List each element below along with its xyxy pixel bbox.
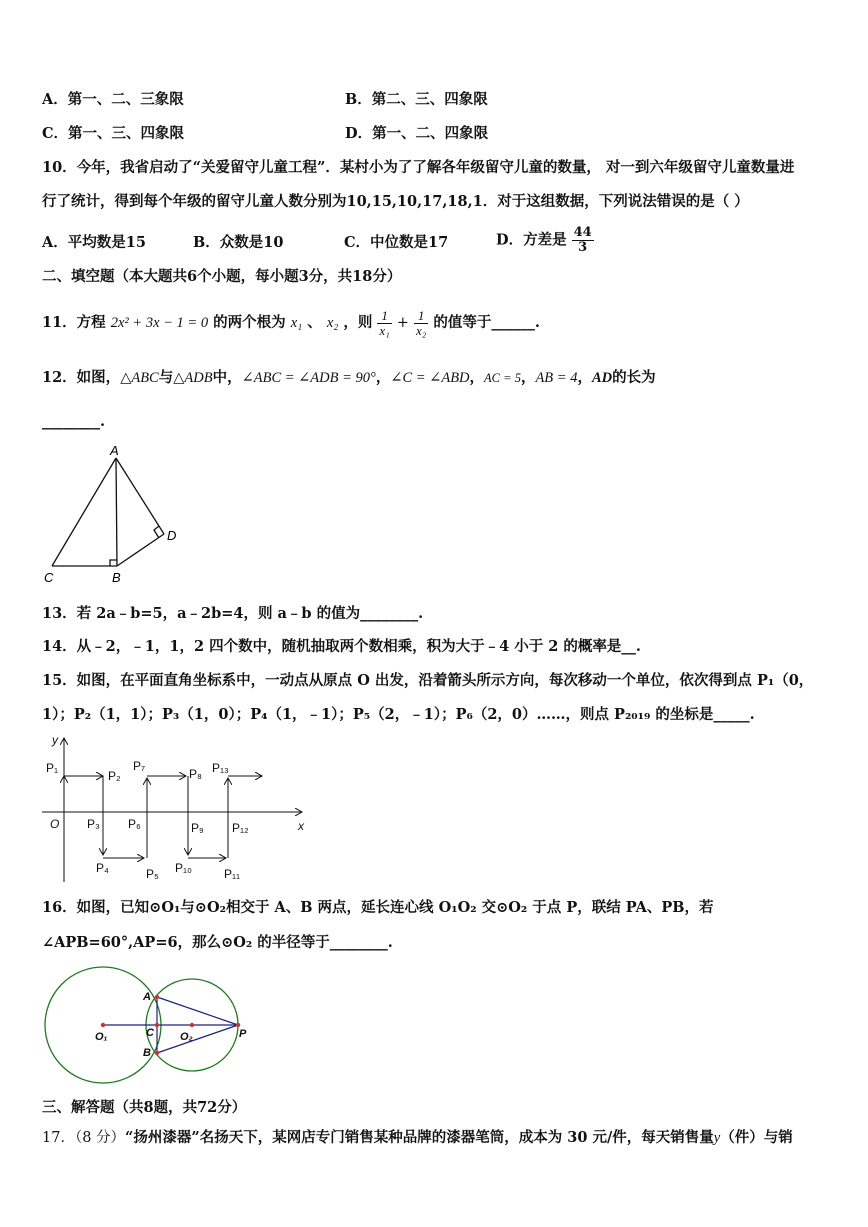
q10-line2: 行了统计，得到每个年级的留守儿童人数分别为10,15,10,17,18,1．对于这组数据，下列说法错误的是（ ）: [42, 193, 749, 210]
q11-frac2-num: 1: [414, 309, 428, 324]
q11-mid2: ，则: [343, 314, 373, 331]
q11-plus: +: [396, 315, 409, 331]
q16-label-b: B: [143, 1047, 151, 1059]
q11-mid1: 的两个根为: [213, 314, 286, 331]
q16-point-o2: [190, 1023, 194, 1027]
q16-point-a: [155, 995, 159, 999]
q12-cond1: ∠ABC = ∠ADB = 90°: [241, 370, 376, 386]
q10-frac-num: 44: [573, 225, 592, 240]
q15-label-x: x: [298, 819, 304, 833]
q15-label-p4: P₄: [96, 861, 109, 875]
q15-label-p13: P₁₃: [212, 761, 229, 775]
q16-label-p: P: [239, 1028, 247, 1040]
q12-label-b: B: [112, 570, 121, 585]
q15-label-p5: P₅: [146, 867, 159, 881]
q11-x2: x₂: [326, 315, 339, 331]
q16-point-c: [155, 1023, 159, 1027]
q17-y: y: [713, 1130, 721, 1146]
q12-comma4: ，: [577, 369, 592, 386]
q11-frac1-num: 1: [377, 309, 391, 324]
q11-fraction-2: [414, 309, 428, 338]
q15-label-p6: P₆: [128, 817, 141, 831]
q10-line1: 10．今年，我省启动了“关爱留守儿童工程”．某村小为了了解各年级留守儿童的数量， 对一到六年级留守儿童数量进: [42, 159, 795, 176]
q15-label-p2: P₂: [108, 769, 121, 783]
q16-segment-pa: [157, 997, 238, 1025]
q16-label-c: C: [146, 1027, 154, 1039]
q16-segment-pb: [157, 1025, 238, 1053]
q16-line1: 16．如图，已知⊙O₁与⊙O₂相交于 A、B 两点，延长连心线 O₁O₂ 交⊙O₂ 于点 P，联结 PA、PB，若: [42, 899, 714, 916]
q10-option-a: A．平均数是15: [42, 234, 146, 251]
q16-circles-figure: [40, 960, 280, 1092]
q16-label-a: A: [143, 991, 151, 1003]
q12-tri2: △ADB: [173, 370, 213, 386]
q16-label-o2: O₂: [180, 1031, 193, 1043]
q15-label-o: O: [50, 817, 60, 831]
q10-option-d-fraction: [572, 226, 594, 255]
q12-ad: AD: [591, 370, 613, 386]
q9-option-a: A．第一、二、三象限: [42, 91, 184, 108]
q12-right-angle-d: [154, 526, 159, 538]
q15-label-p8: P₈: [189, 767, 202, 781]
q12-side-ca: [52, 458, 116, 566]
q16-point-o1: [101, 1023, 105, 1027]
q12-triangle-figure: [40, 442, 190, 588]
q15-label-p11: P₁₁: [224, 867, 241, 881]
q17-suffix: （件）与销: [720, 1129, 793, 1146]
q12-cond3: AC = 5: [484, 371, 521, 385]
q16-point-p: [236, 1023, 240, 1027]
q12-right-angle-b: [110, 560, 117, 566]
q12-comma2: ，: [469, 369, 485, 386]
q16-line2: ∠APB=60°,AP=6，那么⊙O₂ 的半径等于________.: [42, 934, 393, 951]
section3-heading: 三、解答题（共8题，共72分）: [42, 1099, 247, 1116]
q12-side-ad: [116, 458, 164, 534]
q12-label-a: A: [110, 443, 119, 458]
q15-label-p12: P₁₂: [232, 821, 249, 835]
q12-label-c: C: [44, 570, 54, 585]
q11-frac1-den: x₁: [379, 322, 390, 338]
q12-label-d: D: [167, 528, 177, 543]
q10-option-b: B．众数是10: [193, 234, 284, 251]
q10-option-c: C．中位数是17: [344, 234, 449, 251]
q11: [42, 303, 540, 343]
q12-suffix: 的长为: [612, 369, 656, 386]
q11-fraction-1: [377, 309, 391, 338]
q12-comma3: ，: [520, 369, 536, 386]
q11-prefix: 11．方程: [42, 314, 106, 331]
q12-cond4: AB = 4: [535, 370, 578, 386]
q10-frac-den: 3: [578, 240, 588, 255]
q15-label-p9: P₉: [191, 821, 204, 835]
q12-prefix: 12．如图，: [42, 369, 121, 386]
q12-mid: 中，: [212, 369, 242, 386]
q12-side-bd: [117, 534, 164, 566]
q9-option-c: C．第一、三、四象限: [42, 125, 185, 142]
q15-label-p7: P₇: [133, 759, 146, 773]
q12-side-ab: [116, 458, 117, 566]
q10-option-d: [496, 226, 594, 260]
q12-line1: [42, 368, 656, 388]
q10-option-d-prefix: D．方差是: [496, 231, 567, 249]
q12-tri1: △ABC: [120, 370, 159, 386]
q15-label-p1: P₁: [46, 761, 59, 775]
q15-label-p3: P₃: [87, 817, 100, 831]
q11-equation: 2x² + 3x − 1 = 0: [110, 315, 209, 331]
q11-frac2-den: x₂: [416, 322, 427, 338]
q12-cond2: ∠C = ∠ABD: [390, 370, 470, 386]
q15-coordinate-figure: [40, 732, 320, 892]
q15-line1: 15．如图，在平面直角坐标系中，一动点从原点 O 出发，沿着箭头所示方向，每次移动一个单位，依次得到点 P₁（0，: [42, 672, 814, 689]
q15-label-p10: P₁₀: [175, 861, 193, 875]
q11-sep: 、: [307, 314, 322, 331]
section2-heading: 二、填空题（本大题共6个小题，每小题3分，共18分）: [42, 268, 402, 285]
q13: 13．若 2a﹣b=5，a﹣2b=4，则 a﹣b 的值为________.: [42, 605, 424, 622]
q15-label-y: y: [52, 733, 58, 747]
q11-x1: x₁: [290, 315, 303, 331]
q12-with: 与: [158, 369, 174, 386]
q12-comma1: ，: [375, 369, 391, 386]
q9-option-d: D．第一、二、四象限: [345, 125, 489, 142]
q15-line2: 1）；P₂（1，1）；P₃（1，0）；P₄（1，﹣1）；P₅（2，﹣1）；P₆（2，0）……，则点 P₂₀₁₉ 的坐标是_____.: [42, 706, 755, 723]
q17-line1: [42, 1128, 793, 1148]
q9-option-b: B．第二、三、四象限: [345, 91, 488, 108]
q12-line2: ________.: [42, 413, 106, 430]
q14: 14．从﹣2，﹣1，1，2 四个数中，随机抽取两个数相乘，积为大于﹣4 小于 2 的概率是__.: [42, 638, 641, 655]
q11-suffix: 的值等于______.: [433, 314, 540, 331]
q17-text: “扬州漆器”名扬天下，某网店专门销售某种品牌的漆器笔筒，成本为 30 元/件，每天销售量: [125, 1129, 714, 1146]
q16-point-b: [155, 1051, 159, 1055]
q17-prefix: 17．（8 分）: [42, 1130, 126, 1146]
q16-label-o1: O₁: [95, 1031, 108, 1043]
